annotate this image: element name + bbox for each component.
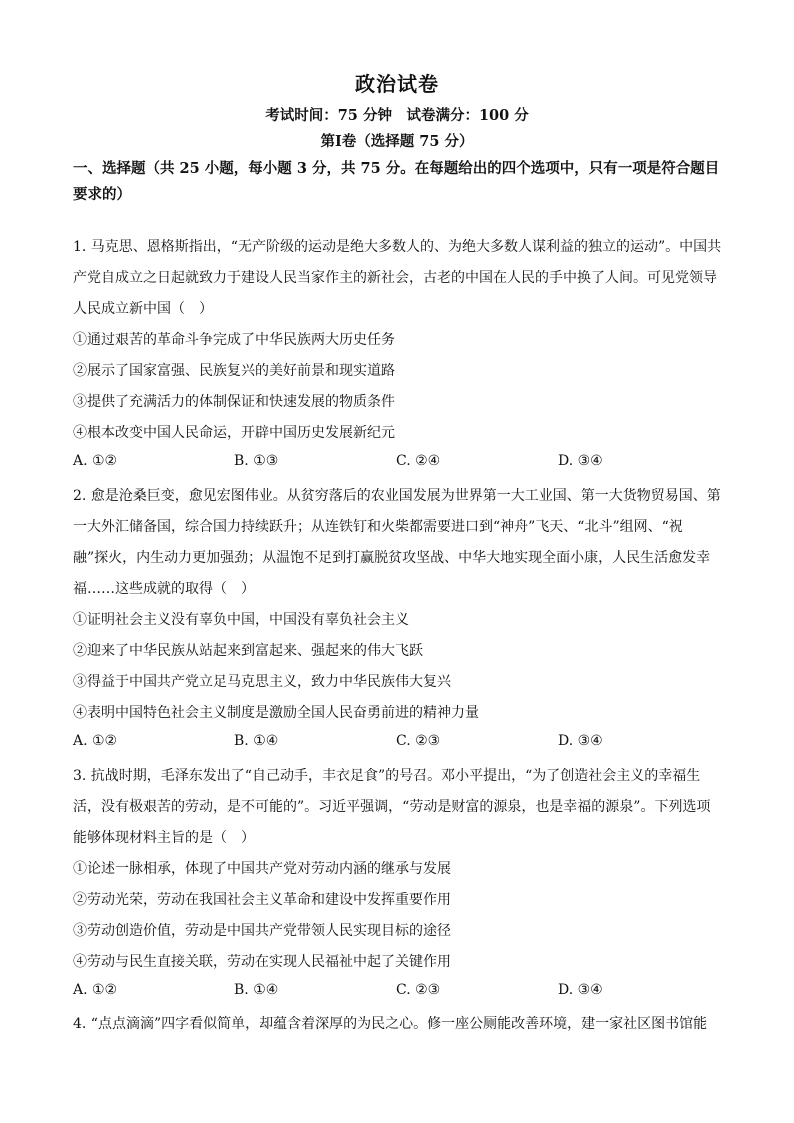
statement: ②劳动光荣，劳动在我国社会主义革命和建设中发挥重要作用 [73,892,451,908]
statement: ④劳动与民生直接关联，劳动在实现人民福祉中起了关键作用 [73,954,451,970]
statement: ③劳动创造价值，劳动是中国共产党带领人民实现目标的途径 [73,923,451,939]
statement: ④表明中国特色社会主义制度是激励全国人民奋勇前进的精神力量 [73,705,479,721]
option-d: D. ③④ [558,733,603,749]
option-a: A. ①② [73,982,118,998]
part-heading: 第Ⅰ卷（选择题 75 分） [320,133,474,150]
question-text-line: 产党自成立之日起就致力于建设人民当家作主的新社会，古老的中国在人民的手中换了人间。可见党领导 [73,270,717,286]
option-a: A. ①② [73,453,118,469]
statement: ①论述一脉相承，体现了中国共产党对劳动内涵的继承与发展 [73,861,451,877]
question-text-line: 融”探火，内生动力更加强劲；从温饱不足到打赢脱贫攻坚战、中华大地实现全面小康，人民生活愈发幸 [73,550,711,566]
option-c: C. ②③ [396,982,441,998]
statement: ①通过艰苦的革命斗争完成了中华民族两大历史任务 [73,332,395,348]
question-text-line: 1. 马克思、恩格斯指出，“无产阶级的运动是绝大多数人的、为绝大多数人谋利益的独立的运动”。中国共 [73,239,722,255]
question-text-line: 能够体现材料主旨的是（ ） [73,830,255,846]
option-a: A. ①② [73,733,118,749]
option-c: C. ②④ [396,453,441,469]
option-c: C. ②③ [396,733,441,749]
question-text-line: 4. “点点滴滴”四字看似简单，却蕴含着深厚的为民之心。修一座公厕能改善环境，建一家社区图书馆能 [73,1016,708,1032]
question-text-line: 福……这些成就的取得（ ） [73,581,255,597]
page-title: 政治试卷 [355,72,439,96]
statement: ①证明社会主义没有辜负中国，中国没有辜负社会主义 [73,612,409,628]
statement: ④根本改变中国人民命运，开辟中国历史发展新纪元 [73,425,395,441]
option-b: B. ①④ [234,982,279,998]
question-text-line: 2. 愈是沧桑巨变，愈见宏图伟业。从贫穷落后的农业国发展为世界第一大工业国、第一大货物贸易国、第 [73,488,721,504]
option-d: D. ③④ [558,453,603,469]
question-text-line: 活，没有极艰苦的劳动，是不可能的”。习近平强调，“劳动是财富的源泉，也是幸福的源泉”。下列选项 [73,799,711,815]
statement: ③得益于中国共产党立足马克思主义，致力中华民族伟大复兴 [73,674,451,690]
option-b: B. ①④ [234,733,279,749]
question-text-line: 3. 抗战时期，毛泽东发出了“自己动手，丰衣足食”的号召。邓小平提出，“为了创造社会主义的幸福生 [73,768,701,784]
statement: ③提供了充满活力的体制保证和快速发展的物质条件 [73,394,395,410]
question-text-line: 人民成立新中国（ ） [73,301,213,317]
option-b: B. ①③ [234,453,279,469]
question-text-line: 一大外汇储备国，综合国力持续跃升；从连铁钉和火柴都需要进口到“神舟”飞天、“北斗”组网、“祝 [73,519,683,535]
exam-info: 考试时间：75 分钟 试卷满分：100 分 [265,107,529,124]
statement: ②展示了国家富强、民族复兴的美好前景和现实道路 [73,363,395,379]
section-heading: 一、选择题（共 25 小题，每小题 3 分，共 75 分。在每题给出的四个选项中，只有一项是符合题目要求的） [73,160,720,203]
statement: ②迎来了中华民族从站起来到富起来、强起来的伟大飞跃 [73,643,423,659]
option-d: D. ③④ [558,982,603,998]
